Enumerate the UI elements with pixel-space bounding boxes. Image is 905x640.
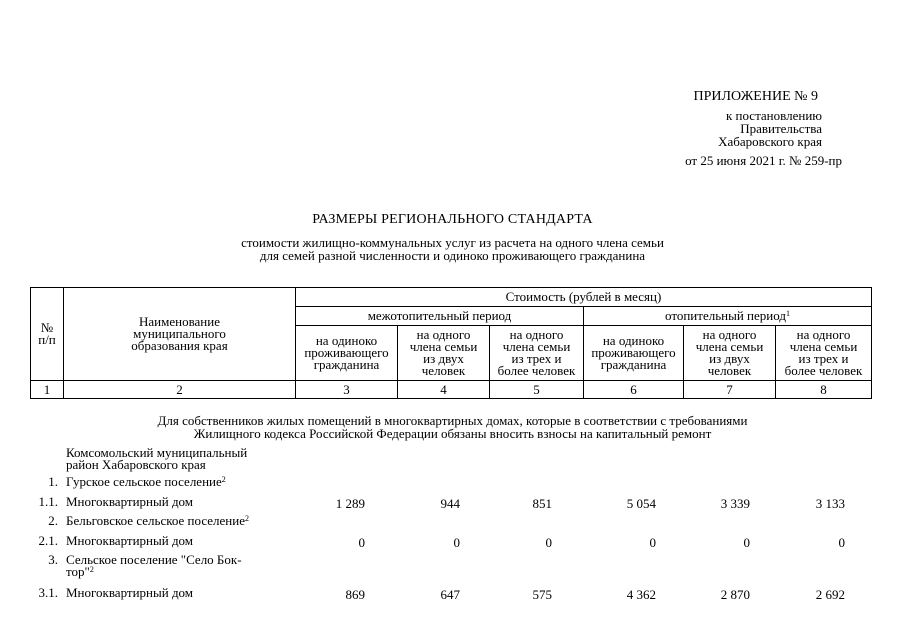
row-value: 0 (453, 535, 460, 550)
row-number: 1.1. (38, 494, 58, 509)
col-two-on: на одного члена семьи из двух человек (684, 326, 776, 381)
col-name-header: Наименование муниципального образования края (64, 288, 296, 381)
document-title: РАЗМЕРЫ РЕГИОНАЛЬНОГО СТАНДАРТА (312, 212, 593, 227)
row-value: 851 (532, 496, 552, 511)
row-value: 3 133 (815, 496, 845, 511)
cost-header: Стоимость (рублей в месяц) (296, 288, 872, 307)
row-value: 4 362 (626, 587, 656, 602)
col-single-on: на одиноко проживающего гражданина (584, 326, 684, 381)
row-number: 3. (48, 552, 58, 567)
section-line-1: Для собственников жилых помещений в многоквартирных домах, которые в соответствии с требованиями (157, 413, 748, 428)
heating-season-footnote: 1 (785, 309, 790, 318)
row-name: Бельговское сельское поселение$^2$ (66, 513, 249, 528)
row-value: 0 (743, 535, 750, 550)
col-number-header: № п/п (31, 288, 64, 381)
row-value: 0 (358, 535, 365, 550)
row-value: 0 (838, 535, 845, 550)
appendix-line-4: от 25 июня 2021 г. № 259-пр (685, 153, 842, 168)
col-three-on: на одного члена семьи из трех и более человек (776, 326, 872, 381)
row-value: 0 (649, 535, 656, 550)
row-footnote: 2 (221, 475, 226, 484)
row-value: 3 339 (720, 496, 750, 511)
row-name: Гурское сельское поселение$^2$ (66, 474, 226, 489)
col-index-3: 3 (296, 381, 398, 399)
section-heading (0, 414, 905, 440)
row-value: 869 (345, 587, 365, 602)
row-value: 944 (440, 496, 460, 511)
row-value: 1 289 (335, 496, 365, 511)
col-two-off: на одного члена семьи из двух человек (398, 326, 490, 381)
row-value: 5 054 (626, 496, 656, 511)
row-value: 2 870 (720, 587, 750, 602)
row-footnote: 2 (244, 514, 249, 523)
col-index-2: 2 (64, 381, 296, 399)
appendix-block (560, 90, 842, 167)
appendix-line-3: Хабаровского края (718, 134, 822, 149)
col-index-1: 1 (31, 381, 64, 399)
subtitle-line-1: стоимости жилищно-коммунальных услуг из расчета на одного члена семьи (241, 235, 664, 250)
col-index-8: 8 (776, 381, 872, 399)
row-name: Многоквартирный дом (66, 533, 194, 548)
col-single-off: на одиноко проживающего гражданина (296, 326, 398, 381)
document-subtitle (0, 236, 905, 262)
row-number: 1. (48, 474, 58, 489)
off-season-header: межотопительный период (296, 307, 584, 326)
col-index-6: 6 (584, 381, 684, 399)
col-index-7: 7 (684, 381, 776, 399)
appendix-line-1: к постановлению (725, 108, 822, 123)
row-footnote: 2 (89, 565, 94, 574)
header-table (30, 287, 872, 399)
col-index-5: 5 (490, 381, 584, 399)
appendix-line-2: Правительства (740, 121, 822, 136)
heating-season-header (584, 307, 872, 326)
appendix-title: ПРИЛОЖЕНИЕ № 9 (693, 89, 818, 104)
row-value: 2 692 (815, 587, 845, 602)
row-value: 575 (532, 587, 552, 602)
row-value: 647 (440, 587, 460, 602)
subtitle-line-2: для семей разной численности и одиноко проживающего гражданина (259, 248, 646, 263)
row-name: Сельское поселение "Село Бок- тор"$^2$ (66, 552, 242, 579)
district-label: Комсомольский муниципальный район Хабаровского края (66, 445, 248, 472)
row-name: Многоквартирный дом (66, 494, 194, 509)
row-number: 2.1. (38, 533, 58, 548)
row-value: 0 (545, 535, 552, 550)
col-three-off: на одного члена семьи из трех и более человек (490, 326, 584, 381)
row-number: 3.1. (38, 585, 58, 600)
row-name: Многоквартирный дом (66, 585, 194, 600)
section-line-2: Жилищного кодекса Российской Федерации обязаны вносить взносы на капитальный ремонт (193, 426, 712, 441)
row-number: 2. (48, 513, 58, 528)
heating-season-label: отопительный период (665, 308, 786, 323)
col-index-4: 4 (398, 381, 490, 399)
